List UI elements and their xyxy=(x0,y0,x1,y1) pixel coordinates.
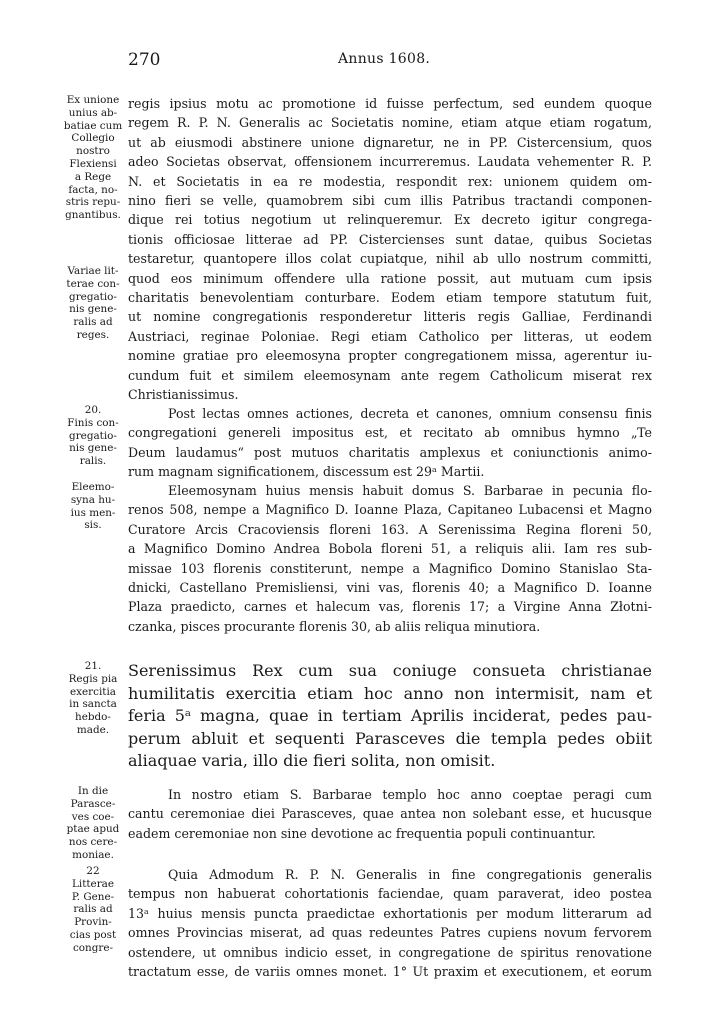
text-line: eadem ceremoniae non sine devotione ac frequentia populi continuantur. xyxy=(128,825,596,841)
marginal-note-line: 22 xyxy=(86,865,100,877)
marginal-note-line: made. xyxy=(76,723,110,736)
text-line: Post lectas omnes actiones, decreta et canones, omnium consensu finis xyxy=(168,406,652,421)
marginal-note xyxy=(60,94,126,222)
text-line: ut ab eiusmodi abstinere unione dignaretur, ne in PP. Cistercensium, quos xyxy=(128,134,652,150)
marginal-note-line: Provin- xyxy=(74,916,112,929)
marginal-note xyxy=(60,660,126,737)
text-line: tempus non habuerat cohortationis faciendae, quam paraverat, ideo postea xyxy=(128,886,652,902)
text-line: Deum laudamus“ post mutuos charitatis amplexus et coniunctionis animo- xyxy=(128,444,652,460)
marginal-note-line: ralis ad xyxy=(73,903,113,916)
text-line: In nostro etiam S. Barbarae templo hoc anno coeptae peragi cum xyxy=(168,787,652,802)
text-line: Eleemosynam huius mensis habuit domus S. Barbarae in pecunia flo- xyxy=(168,483,652,498)
marginal-note-line: congre- xyxy=(72,941,114,954)
page-number: 270 xyxy=(128,50,161,70)
marginal-note-line: moniae. xyxy=(72,848,114,861)
marginal-note-line: in sancta xyxy=(69,698,117,711)
marginal-note-line: Finis con- xyxy=(67,416,119,429)
marginal-note-line: Litterae xyxy=(71,877,115,890)
marginal-note-line: batiae cum xyxy=(63,119,123,132)
text-line: aliaquae varia, illo die fieri solita, non omisit. xyxy=(128,751,496,771)
text-line: Curatore Arcis Cracoviensis floreni 163. A Serenissima Regina floreni 50, xyxy=(128,521,652,537)
marginal-note-line: nos cere- xyxy=(68,836,118,849)
text-line: missae 103 florenis constiterunt, nempe a Magnifico Domino Stanislao Sta- xyxy=(128,560,652,576)
text-line: a Magnifico Domino Andrea Bobola floreni 51, a reliquis alii. Iam res sub- xyxy=(128,541,652,557)
marginal-note-line: ralis ad xyxy=(73,316,113,329)
marginal-note-line: reges. xyxy=(76,328,110,341)
text-line: regem R. P. N. Generalis ac Societatis nomine, etiam atque etiam rogatum, xyxy=(128,115,652,131)
marginal-note xyxy=(60,865,126,955)
marginal-note-line: 21. xyxy=(84,660,102,672)
paragraph xyxy=(128,660,652,773)
marginal-note xyxy=(60,785,126,862)
text-line: tionis officiosae litterae ad PP. Cistercienses sunt datae, quibus Societas xyxy=(128,231,652,247)
text-line: czanka, pisces procurante florenis 30, ab aliis reliqua minutiora. xyxy=(128,618,541,634)
text-line: N. et Societatis in ea re modestia, respondit rex: unionem quidem om- xyxy=(128,173,652,189)
text-line: regis ipsius motu ac promotione id fuisse perfectum, sed eundem quoque xyxy=(128,96,652,111)
marginal-note-line: syna hu- xyxy=(70,493,116,506)
text-line: nomine gratiae pro eleemosyna propter congregationem missa, agerentur iu- xyxy=(128,348,652,364)
text-line: Austriaci, reginae Poloniae. Regi etiam Catholico per litteras, ut eodem xyxy=(128,328,652,344)
text-line: renos 508, nempe a Magnifico D. Ioanne Plaza, Capitaneo Lubacensi et Magno xyxy=(128,502,652,518)
text-line: feria 5ᵃ magna, quae in tertiam Aprilis inciderat, pedes pau- xyxy=(128,706,652,726)
marginal-note-line: Parasce- xyxy=(70,797,116,810)
marginal-note-line: gnantibus. xyxy=(65,209,121,222)
marginal-note-line: sis. xyxy=(84,519,102,532)
text-line: nino fieri se velle, quamobrem sibi cum illis Patribus tractandi componen- xyxy=(128,193,652,209)
marginal-note xyxy=(60,404,126,468)
marginal-note xyxy=(60,265,126,342)
text-line: quod eos minimum offendere ulla ratione possit, aut mutuam cum ipsis xyxy=(128,270,652,286)
marginal-note-line: unius ab- xyxy=(68,106,118,119)
text-line: cantu ceremoniae diei Parasceves, quae antea non solebant esse, et hucusque xyxy=(128,806,652,822)
running-head xyxy=(124,50,654,72)
text-line: adeo Societas observat, offensionem incurreremus. Laudata vehementer R. P. xyxy=(128,154,652,170)
marginal-note-line: 20. xyxy=(84,404,102,416)
text-line: tractatum esse, de variis omnes monet. 1° Ut praxim et executionem, et eorum xyxy=(128,964,652,980)
text-line: testaretur, quantopere illos colat cupiatque, nihil ab ullo nostrum committi, xyxy=(128,251,652,267)
marginal-note-line: cias post xyxy=(69,928,117,941)
marginal-note-line: nostro xyxy=(76,145,110,158)
paragraph xyxy=(128,785,652,843)
marginal-note-line: exercitia xyxy=(70,685,116,698)
text-line: dnicki, Castellano Premisliensi, vini vas, florenis 40; a Magnifico D. Ioanne xyxy=(128,580,652,596)
text-line: Serenissimus Rex cum sua coniuge consueta christianae xyxy=(128,661,652,680)
marginal-note-line: Collegio xyxy=(71,132,115,145)
marginal-note-line: Ex unione xyxy=(66,94,120,106)
marginal-note-line: ves coe- xyxy=(71,810,115,823)
text-line: ut nomine congregationis responderetur litteris regis Galliae, Ferdinandi xyxy=(128,309,652,325)
marginal-note-line: ius men- xyxy=(70,506,116,519)
marginal-note-line: hebdo- xyxy=(75,711,111,724)
running-title: Annus 1608. xyxy=(338,51,431,67)
text-line: Quia Admodum R. P. N. Generalis in fine congregationis generalis xyxy=(168,867,652,882)
marginal-note-line: Regis pia xyxy=(68,672,118,685)
paragraph xyxy=(128,94,652,405)
text-line: perum abluit et sequenti Parasceves die templa pedes obiit xyxy=(128,728,652,748)
marginal-note-line: gregatio- xyxy=(69,429,117,442)
marginal-note-line: In die xyxy=(77,785,109,797)
marginal-note-line: gregatio- xyxy=(69,290,117,303)
text-line: rum magnam significationem, discessum est 29ᵃ Martii. xyxy=(128,464,485,480)
marginal-note-line: ptae apud xyxy=(66,823,120,836)
marginal-note-line: stris repu- xyxy=(65,196,121,209)
marginal-note-line: facta, no- xyxy=(68,183,118,196)
marginal-note-line: terae con- xyxy=(66,277,120,290)
text-line: ostendere, ut omnibus indicio esset, in congregatione de spiritus renovatione xyxy=(128,944,652,960)
text-line: dique rei totius negotium ut relinqueremur. Ex decreto igitur congrega- xyxy=(128,212,652,228)
marginal-note-line: nis gene- xyxy=(69,303,117,316)
text-line: Plaza praedicto, carnes et halecum vas, florenis 17; a Virgine Anna Złotni- xyxy=(128,599,652,615)
marginal-note-line: Flexiensi xyxy=(69,157,117,170)
marginal-note-line: Variae lit- xyxy=(67,265,119,277)
text-line: charitatis benevolentiam conturbare. Eodem etiam tempore statutum fuit, xyxy=(128,290,652,306)
text-line: omnes Provincias miserat, ad quas redeuntes Patres cupiens novum fervorem xyxy=(128,925,652,941)
marginal-note-line: nis gene- xyxy=(69,442,117,455)
text-line: cundum fuit et similem eleemosynam ante regem Catholicum miserat rex xyxy=(128,367,652,383)
marginal-note-line: P. Gene- xyxy=(71,890,115,903)
marginal-note-line: a Rege xyxy=(74,170,112,183)
text-line: humilitatis exercitia etiam hoc anno non intermisit, nam et xyxy=(128,683,652,703)
marginal-note-line: Eleemo- xyxy=(71,481,115,493)
paragraph xyxy=(128,865,652,981)
paragraph xyxy=(128,481,652,636)
text-line: 13ᵃ huius mensis puncta praedictae exhortationis per modum litterarum ad xyxy=(128,905,652,921)
marginal-note xyxy=(60,481,126,532)
paragraph xyxy=(128,404,652,482)
text-line: congregationi genereli impositus est, et recitato ab omnibus hymno „Te xyxy=(128,425,652,441)
text-line: Christianissimus. xyxy=(128,387,239,403)
marginal-note-line: ralis. xyxy=(79,455,107,468)
